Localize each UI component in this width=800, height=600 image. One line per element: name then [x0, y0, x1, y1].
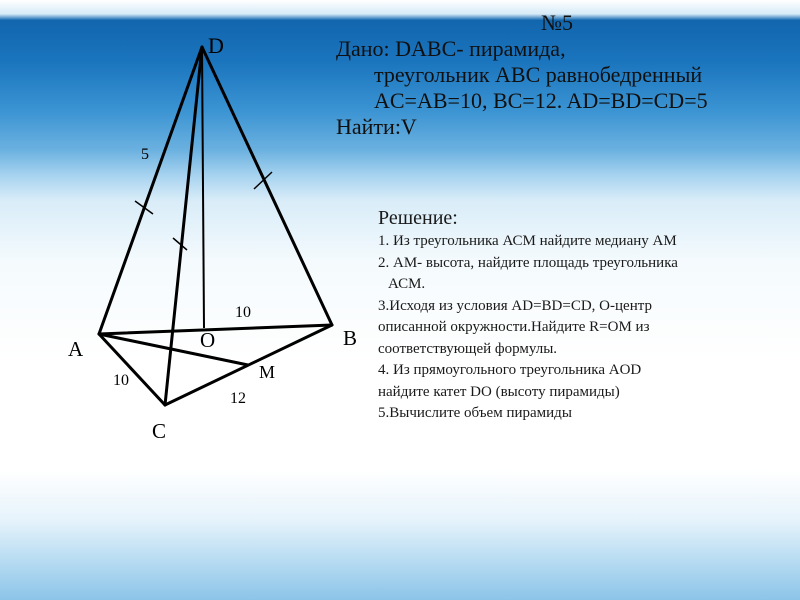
solution-step: 4. Из прямоугольного треугольника AOD — [378, 362, 642, 378]
edge-DB — [202, 47, 332, 325]
edge-label-AC: 10 — [113, 372, 129, 389]
solution-step: 3.Исходя из условия AD=BD=CD, O-центр — [378, 297, 652, 314]
segment-AM — [99, 334, 248, 365]
vertex-label-C: C — [152, 419, 167, 443]
vertex-label-A: A — [68, 337, 84, 361]
edge-label-CB: 12 — [230, 390, 246, 407]
solution-step: 5.Вычислите объем пирамиды — [378, 405, 572, 421]
problem-number: №5 — [541, 10, 573, 35]
given-line-2: треугольник ABC равнобедренный — [374, 62, 703, 87]
find-line: Найти:V — [336, 114, 417, 139]
solution-step: найдите катет DO (высоту пирамиды) — [378, 383, 620, 400]
vertex-label-O: O — [200, 328, 216, 352]
solution-heading: Решение: — [378, 207, 458, 229]
vertex-label-D: D — [208, 33, 224, 58]
solution-step: 1. Из треугольника АСМ найдите медиану АМ — [378, 233, 677, 249]
height-DO — [202, 47, 204, 328]
solution-block — [378, 205, 788, 425]
edge-AB — [99, 325, 332, 334]
given-block — [336, 10, 786, 140]
given-line-1: Дано: DABC- пирамида, — [336, 36, 566, 61]
edge-label-AD: 5 — [141, 146, 149, 163]
vertex-label-B: B — [343, 326, 358, 350]
solution-step: соответствующей формулы. — [378, 340, 558, 357]
given-line-3: AC=AB=10, BC=12. AD=BD=CD=5 — [374, 88, 708, 113]
solution-step: описанной окружности.Найдите R=OM из — [378, 319, 650, 335]
solution-step: 2. АМ- высота, найдите площадь треугольника — [378, 254, 678, 271]
edge-label-AB: 10 — [235, 304, 251, 321]
solution-step: АСМ. — [388, 276, 426, 292]
vertex-label-M: M — [259, 362, 276, 382]
